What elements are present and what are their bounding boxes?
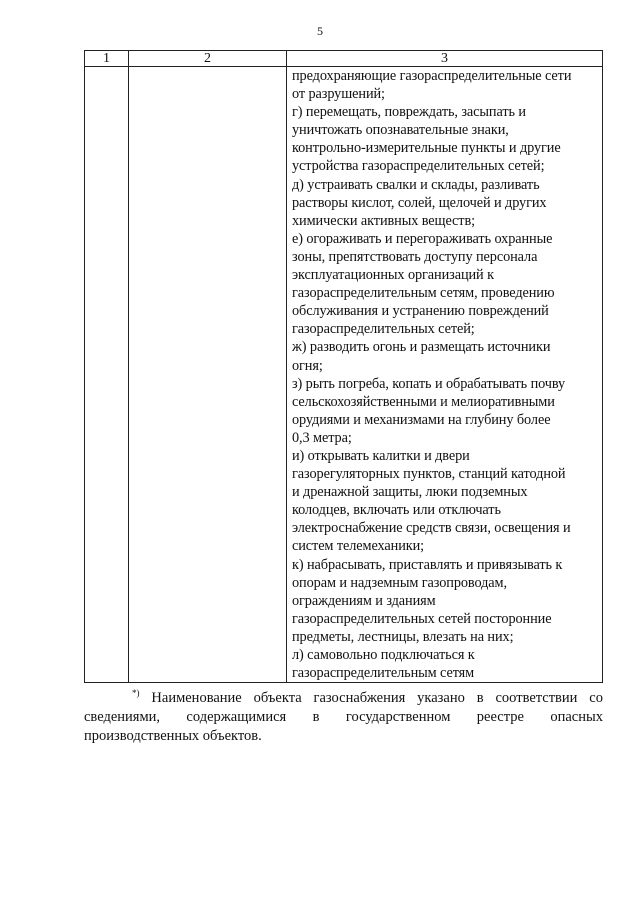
text-line: газорегуляторных пунктов, станций катодной	[292, 466, 566, 483]
text-line: систем телемеханики;	[292, 538, 425, 555]
text-line: электроснабжение средств связи, освещения и	[292, 520, 571, 537]
text-line: и дренажной защиты, люки подземных	[292, 484, 528, 501]
text-line: от разрушений;	[292, 86, 385, 103]
footnote-marker: *)	[132, 688, 140, 698]
footnote-line	[84, 684, 603, 708]
text-line: газораспределительных сетей посторонние	[292, 610, 552, 627]
text-line: г) перемещать, повреждать, засыпать и	[292, 104, 526, 121]
cell-column-3	[287, 67, 603, 683]
text-line: обслуживания и устранению повреждений	[292, 303, 549, 320]
text-line: сельскохозяйственными и мелиоративными	[292, 393, 555, 410]
text-line: предметы, лестницы, влезать на них;	[292, 628, 514, 645]
text-line: з) рыть погреба, копать и обрабатывать почву	[292, 375, 566, 392]
column-header-1: 1	[85, 51, 129, 67]
text-line: ограждениям и зданиям	[292, 592, 436, 609]
text-line: газораспределительных сетей;	[292, 321, 475, 338]
text-line: зоны, препятствовать доступу персонала	[292, 248, 538, 265]
text-line: д) устраивать свалки и склады, разливать	[292, 176, 540, 193]
text-line: уничтожать опознавательные знаки,	[292, 122, 509, 139]
column-header-3: 3	[287, 51, 603, 67]
text-line: ж) разводить огонь и размещать источники	[292, 339, 551, 356]
text-line: контрольно-измерительные пункты и другие	[292, 140, 561, 157]
text-line: растворы кислот, солей, щелочей и других	[292, 194, 547, 211]
text-line: к) набрасывать, приставлять и привязывать к	[292, 556, 563, 573]
cell-column-2	[129, 67, 287, 683]
text-line: эксплуатационных организаций к	[292, 267, 494, 284]
column-header-2: 2	[129, 51, 287, 67]
text-line: орудиями и механизмами на глубину более	[292, 411, 551, 428]
page-number: 5	[317, 24, 323, 38]
footnote-line: производственных объектов.	[84, 728, 262, 744]
text-line: устройства газораспределительных сетей;	[292, 158, 545, 175]
text-line: газораспределительным сетям, проведению	[292, 285, 555, 302]
text-line: химически активных веществ;	[292, 212, 475, 229]
footnote-line: сведениями, содержащимися в государственном реестре опасных	[84, 709, 603, 725]
table-header-row	[85, 51, 603, 67]
text-line: предохраняющие газораспределительные сети	[292, 68, 572, 84]
text-line: л) самовольно подключаться к	[292, 647, 475, 663]
requirements-table	[84, 50, 603, 683]
cell-column-1	[85, 67, 129, 683]
text-line: 0,3 метра;	[292, 429, 352, 446]
footnote	[84, 684, 603, 746]
table-row	[85, 67, 603, 683]
text-line: опорам и надземным газопроводам,	[292, 574, 507, 591]
text-line: газораспределительным сетям	[292, 665, 475, 682]
text-line: огня;	[292, 357, 323, 374]
text-line: е) огораживать и перегораживать охранные	[292, 230, 553, 247]
footnote-text: Наименование объекта газоснабжения указано в соответствии со	[151, 690, 603, 706]
text-line: колодцев, включать или отключать	[292, 502, 501, 519]
text-line: и) открывать калитки и двери	[292, 447, 470, 464]
